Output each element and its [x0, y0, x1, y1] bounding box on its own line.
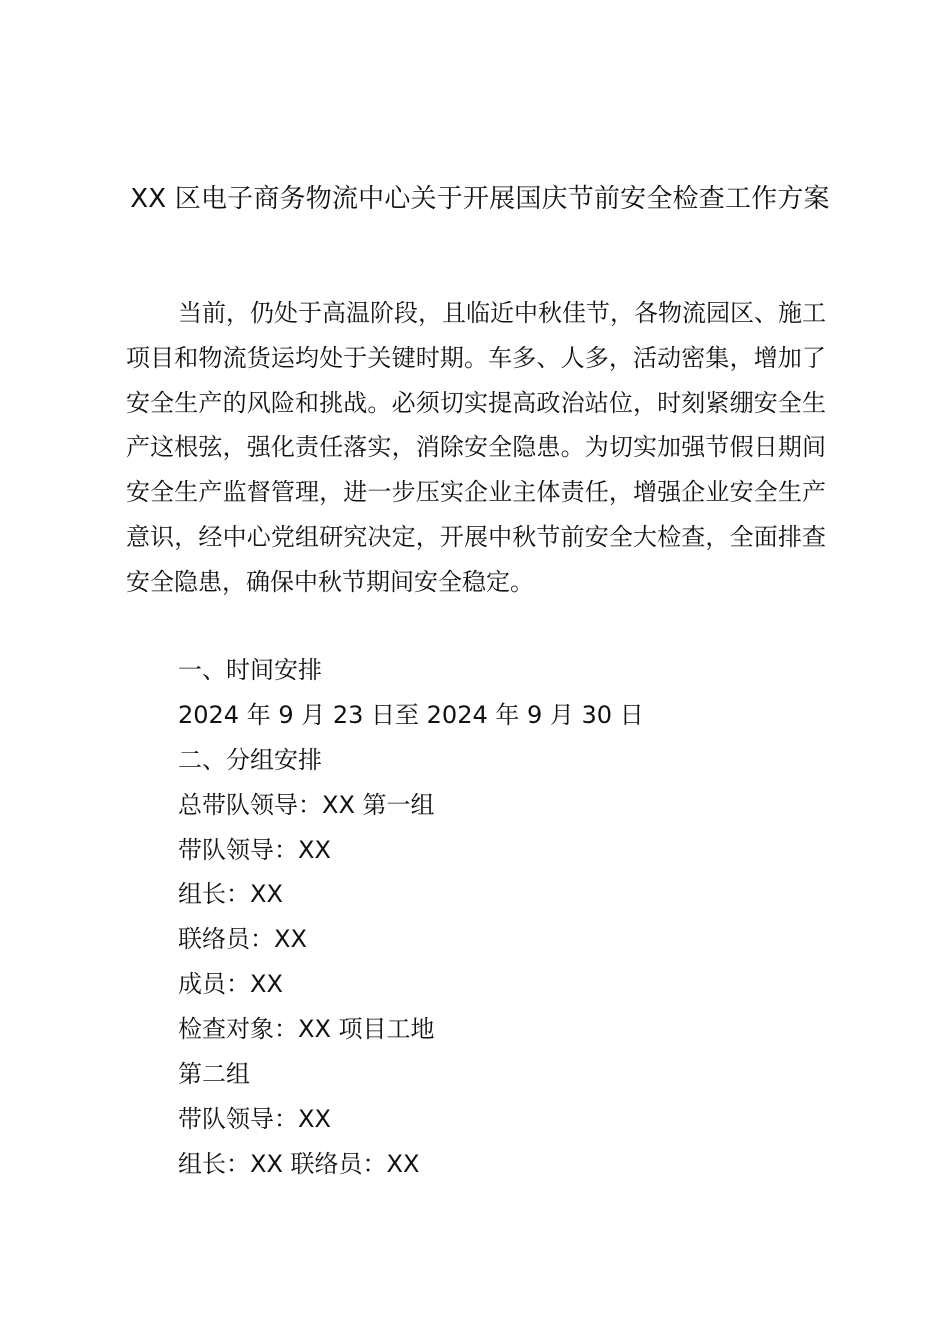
general-leader-line: 总带队领导：XX 第一组 [178, 790, 435, 819]
group1-leader-line: 带队领导：XX [178, 835, 331, 864]
group2-leader-line: 带队领导：XX [178, 1104, 331, 1133]
group1-head-line: 组长：XX [178, 880, 283, 909]
group2-head-liaison-line: 组长：XX 联络员：XX [178, 1149, 420, 1178]
group1-member-line: 成员：XX [178, 970, 283, 999]
group1-liaison-line: 联络员：XX [178, 925, 307, 954]
section-heading-time: 一、时间安排 [178, 656, 322, 684]
group1-target-line: 检查对象：XX 项目工地 [178, 1015, 435, 1044]
group2-heading-line: 第二组 [178, 1060, 250, 1089]
time-range-line: 2024 年 9 月 23 日至 2024 年 9 月 30 日 [178, 700, 644, 729]
document-title: XX 区电子商务物流中心关于开展国庆节前安全检查工作方案 [130, 184, 830, 214]
section-heading-groups: 二、分组安排 [178, 745, 322, 774]
arrangement-list [178, 648, 828, 1187]
intro-paragraph: 当前，仍处于高温阶段，且临近中秋佳节，各物流园区、施工项目和物流货运均处于关键时期。车多、人多，活动密集，增加了安全生产的风险和挑战。必须切实提高政治站位，时刻紧绷安全生产这根弦，强化责任落实，消除安全隐患。为切实加强节假日期间安全生产监督管理，进一步压实企业主体责任，增强企业安全生产意识，经中心党组研究决定，开展中秋节前安全大检查，全面排查安全隐患，确保中秋节期间安全稳定。 [126, 299, 826, 596]
